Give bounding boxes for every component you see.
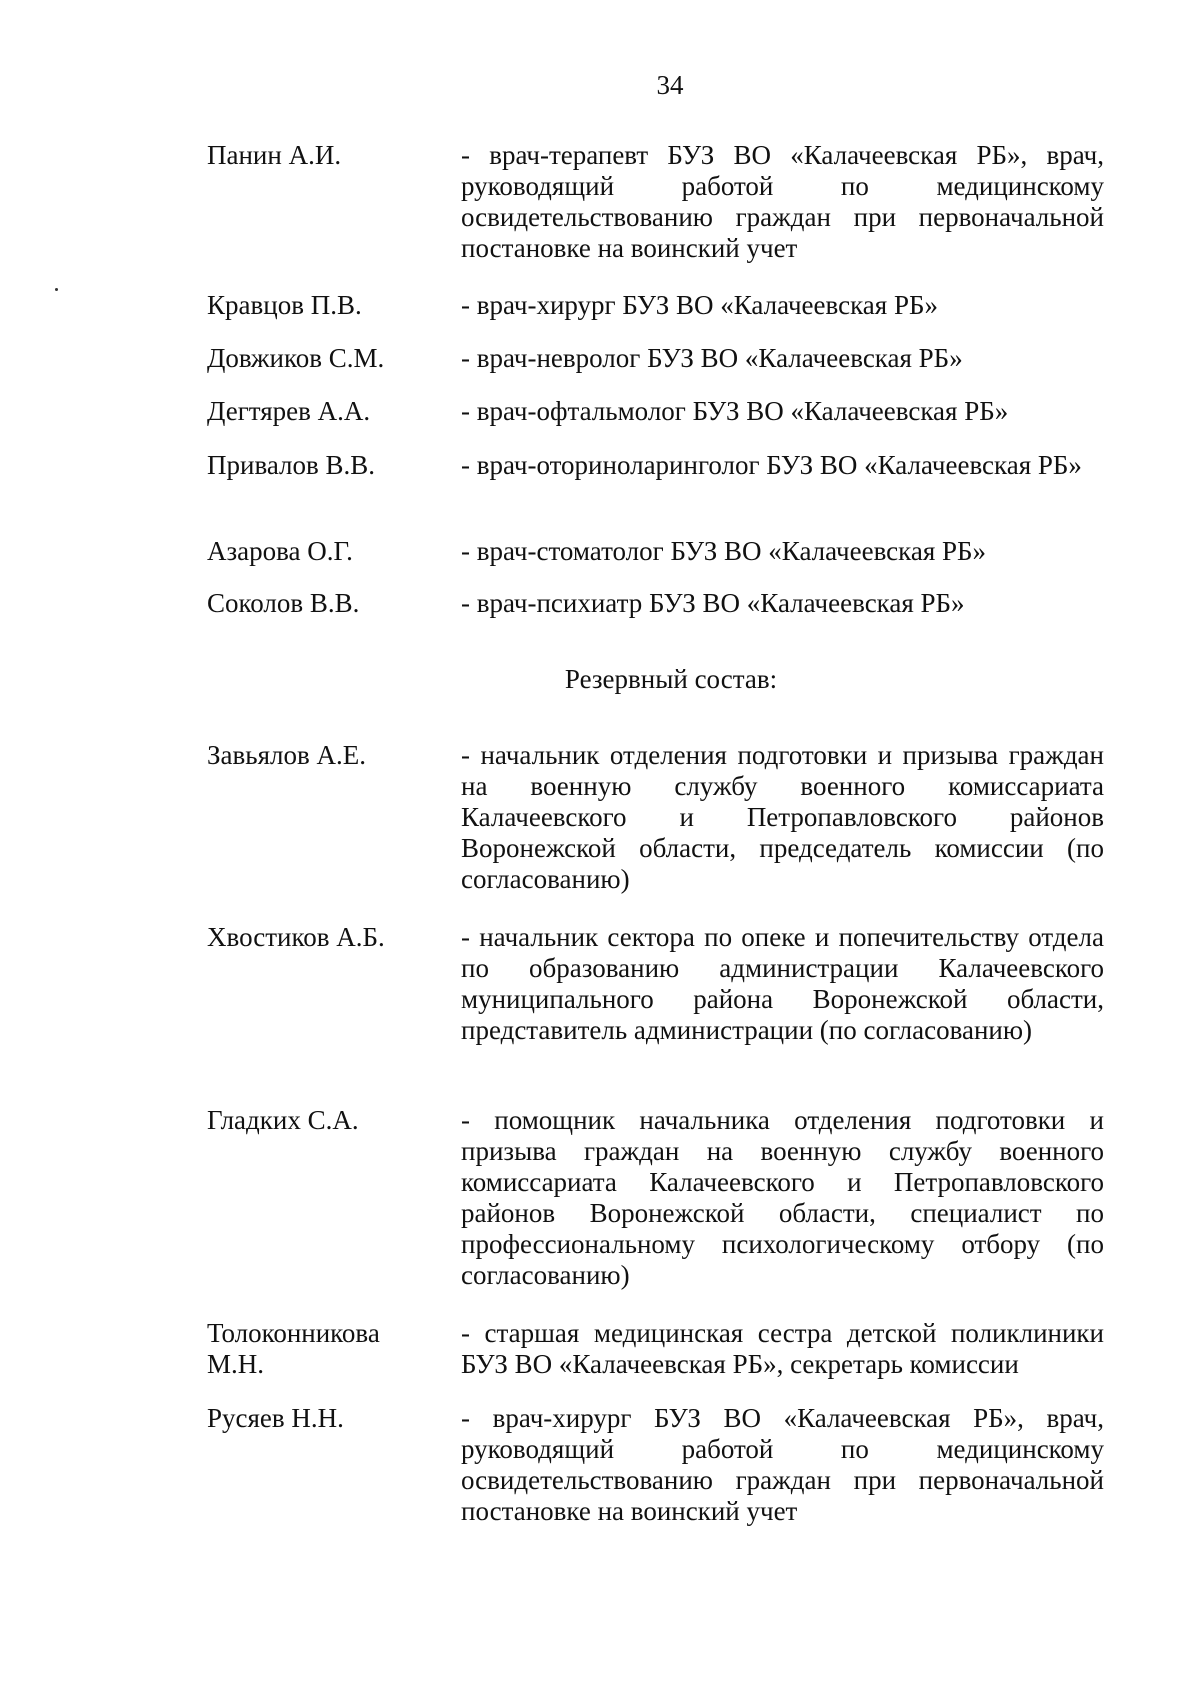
member-name: Русяев Н.Н. (207, 1403, 344, 1433)
member-role: - начальник отделения подготовки и призыва граждан на военную службу военного комиссариата Калачеевского и Петропавловского районов Воронежской области, председатель комиссии (по согласованию) (461, 740, 1104, 894)
member-role: - врач-оториноларинголог БУЗ ВО «Калачеевская РБ» (461, 450, 1082, 480)
scan-speck (55, 288, 58, 291)
member-role: - врач-хирург БУЗ ВО «Калачеевская РБ», врач, руководящий работой по медицинскому освидетельствованию граждан при первоначальной постановке на воинский учет (461, 1403, 1104, 1526)
member-role: - врач-стоматолог БУЗ ВО «Калачеевская РБ» (461, 536, 987, 566)
member-role: - старшая медицинская сестра детской поликлиники БУЗ ВО «Калачеевская РБ», секретарь комиссии (461, 1318, 1104, 1379)
member-name: Кравцов П.В. (207, 290, 362, 320)
member-name: Завьялов А.Е. (207, 740, 366, 770)
member-name: Толоконникова М.Н. (207, 1318, 380, 1379)
member-role: - врач-терапевт БУЗ ВО «Калачеевская РБ», врач, руководящий работой по медицинскому освидетельствованию граждан при первоначальной постановке на воинский учет (461, 140, 1104, 263)
member-role: - врач-хирург БУЗ ВО «Калачеевская РБ» (461, 290, 938, 320)
member-role: - врач-офтальмолог БУЗ ВО «Калачеевская РБ» (461, 396, 1009, 426)
member-name: Панин А.И. (207, 140, 342, 170)
page-number: 34 (656, 70, 684, 100)
member-name: Соколов В.В. (207, 588, 360, 618)
member-name: Довжиков С.М. (207, 343, 385, 373)
member-role: - начальник сектора по опеке и попечительству отдела по образованию администрации Калачеевского муниципального района Воронежской области, представитель администрации (по согласованию) (461, 922, 1104, 1045)
reserve-heading: Резервный состав: (564, 664, 778, 694)
member-role: - помощник начальника отделения подготовки и призыва граждан на военную службу военного комиссариата Калачеевского и Петропавловского районов Воронежской области, специалист по профессиональному психологическому отбору (по согласованию) (461, 1105, 1104, 1290)
member-name: Гладких С.А. (207, 1105, 359, 1135)
member-name: Привалов В.В. (207, 450, 376, 480)
member-role: - врач-невролог БУЗ ВО «Калачеевская РБ» (461, 343, 963, 373)
member-name: Дегтярев А.А. (207, 396, 371, 426)
member-name: Хвостиков А.Б. (207, 922, 385, 952)
member-role: - врач-психиатр БУЗ ВО «Калачеевская РБ» (461, 588, 965, 618)
member-name: Азарова О.Г. (207, 536, 353, 566)
